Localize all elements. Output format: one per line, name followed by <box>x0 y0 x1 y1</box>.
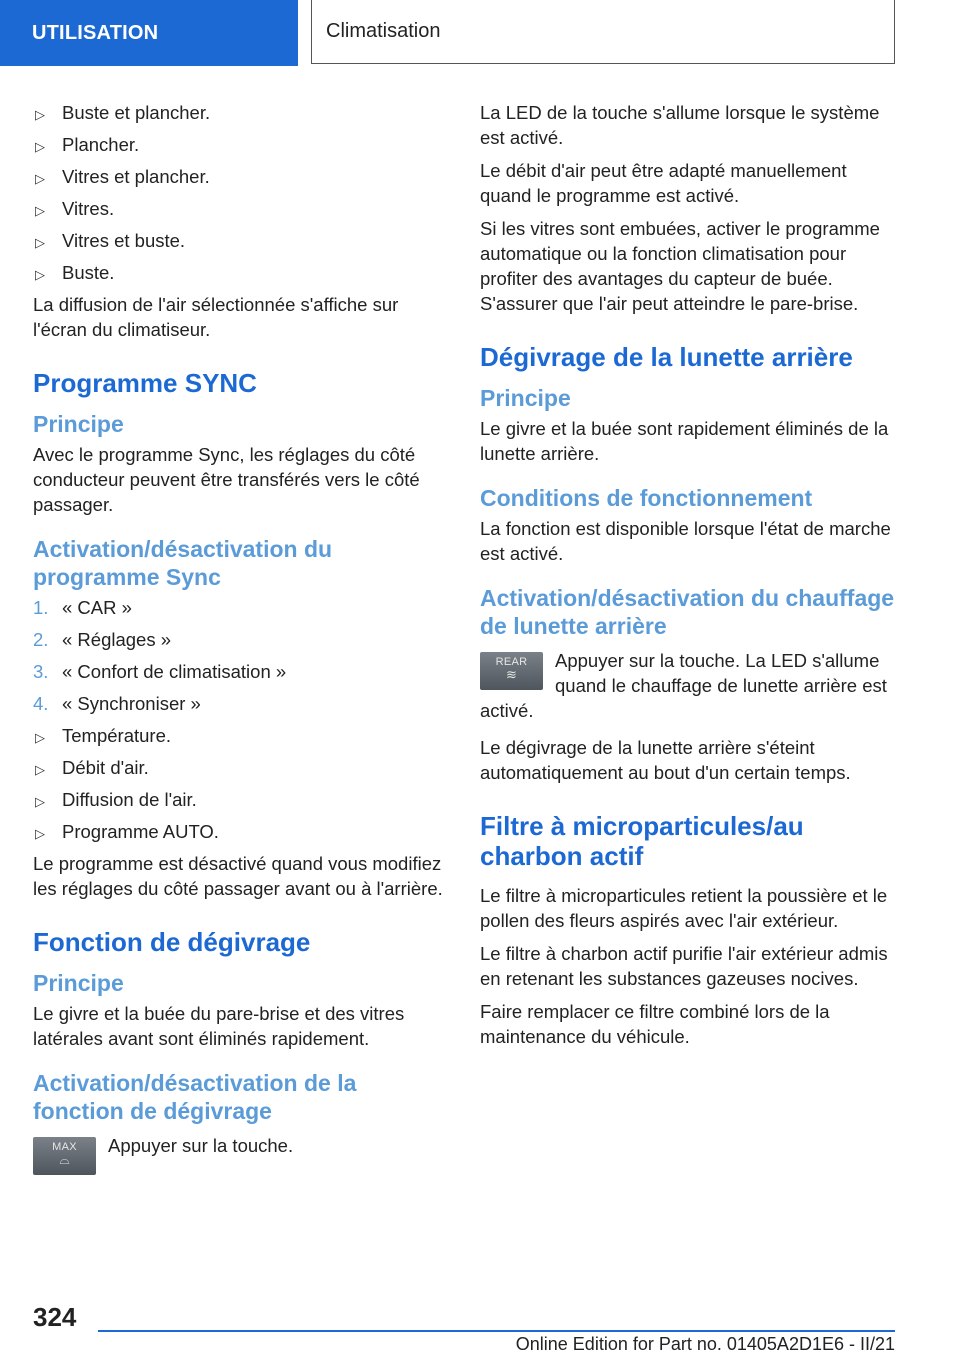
page-number: 324 <box>33 1302 77 1332</box>
conditions-heading: Conditions de fonctionnement <box>480 485 813 511</box>
max-button-instruction <box>33 1133 448 1175</box>
led-text: La LED de la touche s'allume lorsque le système est activé. <box>480 102 880 148</box>
list-item: 2. « Réglages » <box>33 629 172 650</box>
sync-activation-heading: Activation/désactivation du programme Sync <box>33 536 333 590</box>
vitres-text: Si les vitres sont embuées, activer le programme automatique ou la fonction climatisation pour profiter des avantages du capteur de buée. S'assurer que l'air peut atteindre le pare-brise. <box>480 218 880 314</box>
sync-note: Le programme est désactivé quand vous modifiez les réglages du côté passager avant ou à l'arrière. <box>33 853 443 899</box>
triangle-bullet-icon: ▷ <box>35 107 45 122</box>
edition-note: Online Edition for Part no. 01405A2D1E6 - II/21 <box>515 1334 895 1354</box>
chapter-title: Climatisation <box>311 0 895 64</box>
air-distribution-list <box>33 100 448 285</box>
triangle-bullet-icon: ▷ <box>35 139 45 154</box>
filtre-text-1: Le filtre à microparticules retient la poussière et le pollen des fleurs aspirés avec l'air extérieur. <box>480 885 888 931</box>
triangle-bullet-icon: ▷ <box>35 203 45 218</box>
step-number: 3. <box>33 661 49 682</box>
list-item: ▷ Buste. <box>33 260 448 285</box>
filtre-text-3: Faire remplacer ce filtre combiné lors de la maintenance du véhicule. <box>480 1001 830 1047</box>
list-item: ▷ Programme AUTO. <box>33 819 448 844</box>
rear-defrost-icon: REAR ≋ <box>480 652 543 690</box>
chauffage-heading: Activation/désactivation du chauffage de lunette arrière <box>480 585 895 639</box>
conditions-text: La fonction est disponible lorsque l'état de marche est activé. <box>480 518 891 564</box>
degivrage-principe-text: Le givre et la buée du pare-brise et des vitres latérales avant sont éliminés rapidement. <box>33 1003 405 1049</box>
degivrage-heading: Fonction de dégivrage <box>33 927 311 957</box>
auto-off-text: Le dégivrage de la lunette arrière s'éteint automatiquement au bout d'un certain temps. <box>480 737 851 783</box>
triangle-bullet-icon: ▷ <box>35 794 45 809</box>
rear-button-text: Appuyer sur la touche. La LED s'allume quand le chauffage de lunette arrière est activé. <box>480 650 887 721</box>
triangle-bullet-icon: ▷ <box>35 267 45 282</box>
debit-text: Le débit d'air peut être adapté manuellement quand le programme est activé. <box>480 160 847 206</box>
list-item: 3. « Confort de climatisation » <box>33 661 287 682</box>
list-item: ▷ Température. <box>33 723 448 748</box>
page-header <box>0 0 960 66</box>
triangle-bullet-icon: ▷ <box>35 762 45 777</box>
degivrage-principe-heading: Principe <box>33 970 124 996</box>
list-item: 1. « CAR » <box>33 597 132 618</box>
max-button-text: Appuyer sur la touche. <box>108 1135 294 1156</box>
step-number: 1. <box>33 597 49 618</box>
rear-button-instruction <box>480 648 895 731</box>
list-item: ▷ Vitres. <box>33 196 448 221</box>
step-number: 2. <box>33 629 49 650</box>
filtre-text-2: Le filtre à charbon actif purifie l'air extérieur admis en retenant les substances gazeuses nocives. <box>480 943 888 989</box>
triangle-bullet-icon: ▷ <box>35 730 45 745</box>
list-item: 4. « Synchroniser » <box>33 693 201 714</box>
footer-divider <box>98 1330 895 1332</box>
list-item: ▷ Vitres et buste. <box>33 228 448 253</box>
lunette-principe-text: Le givre et la buée sont rapidement éliminés de la lunette arrière. <box>480 418 889 464</box>
sync-principe-text: Avec le programme Sync, les réglages du côté conducteur peuvent être transférés vers le côté passager. <box>33 444 420 515</box>
windshield-heat-icon: ⌓ <box>59 1152 70 1167</box>
triangle-bullet-icon: ▷ <box>35 171 45 186</box>
lunette-principe-heading: Principe <box>480 385 571 411</box>
degivrage-activation-heading: Activation/désactivation de la fonction de dégivrage <box>33 1070 357 1124</box>
triangle-bullet-icon: ▷ <box>35 826 45 841</box>
sync-steps-list <box>33 595 448 716</box>
sync-settings-list <box>33 723 448 844</box>
rear-window-heat-icon: ≋ <box>506 667 517 682</box>
list-item: ▷ Diffusion de l'air. <box>33 787 448 812</box>
section-tab: UTILISATION <box>0 0 298 66</box>
right-column <box>480 100 895 1057</box>
left-column <box>33 100 448 1179</box>
list-item: ▷ Plancher. <box>33 132 448 157</box>
triangle-bullet-icon: ▷ <box>35 235 45 250</box>
intro-paragraph: La diffusion de l'air sélectionnée s'affiche sur l'écran du climatiseur. <box>33 294 399 340</box>
list-item: ▷ Vitres et plancher. <box>33 164 448 189</box>
step-number: 4. <box>33 693 49 714</box>
list-item: ▷ Débit d'air. <box>33 755 448 780</box>
sync-principe-heading: Principe <box>33 411 124 437</box>
list-item: ▷ Buste et plancher. <box>33 100 448 125</box>
sync-heading: Programme SYNC <box>33 368 257 398</box>
filtre-heading: Filtre à microparticules/au charbon actif <box>480 811 804 871</box>
lunette-heading: Dégivrage de la lunette arrière <box>480 342 853 372</box>
max-defrost-icon: MAX ⌓ <box>33 1137 96 1175</box>
